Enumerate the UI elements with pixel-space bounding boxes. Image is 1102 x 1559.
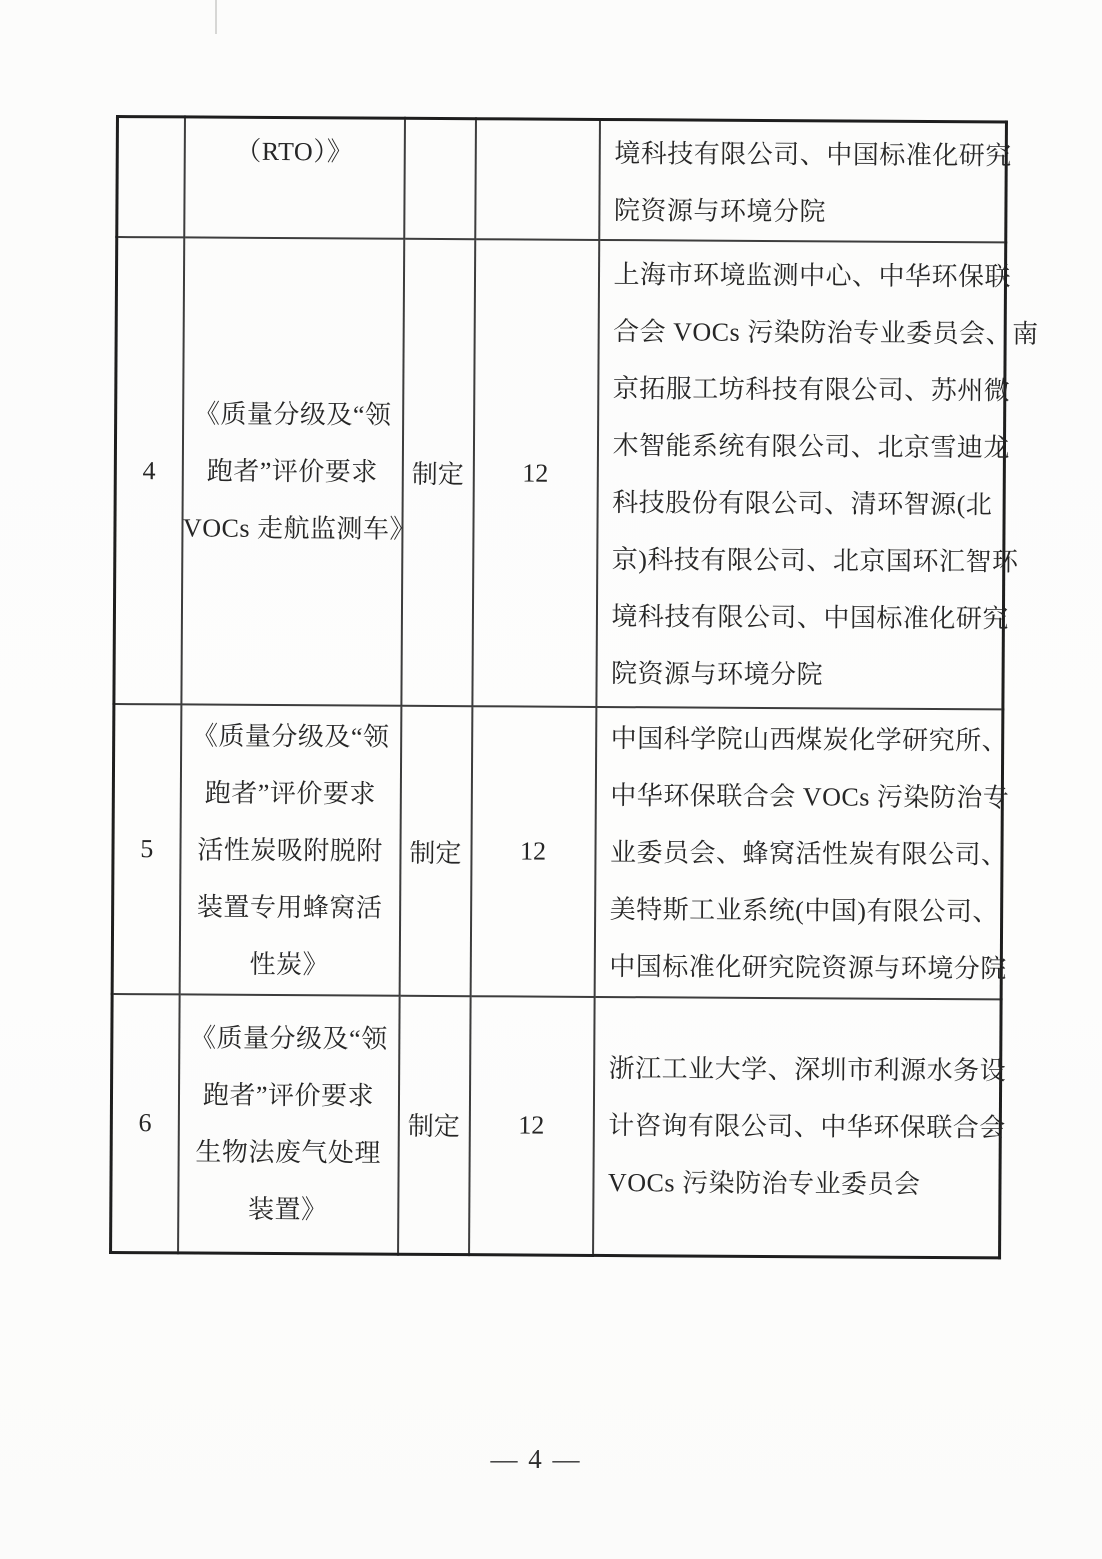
organization-line: 院资源与环境分院 (613, 196, 827, 227)
cell-organizations (596, 240, 1039, 709)
standard-name-line: VOCs 走航监测车》 (182, 513, 417, 544)
organization-line: 境科技有限公司、中国标准化研究 (611, 601, 1010, 633)
cell-action: 制定 (398, 996, 471, 1254)
organization-line: 中国标准化研究院资源与环境分院 (609, 951, 1007, 983)
standard-name-line: 《质量分级及“领 (193, 399, 392, 430)
table-row-continuation (117, 117, 1007, 243)
organization-line: 美特斯工业系统(中国)有限公司、 (609, 894, 1000, 926)
table-row-4 (114, 237, 1006, 709)
standard-name-line: 跑者”评价要求 (204, 778, 376, 809)
standard-name-line: 《质量分级及“领 (191, 720, 390, 752)
organization-line: 境科技有限公司、中国标准化研究 (614, 139, 1012, 171)
organization-line: 中国科学院山西煤炭化学研究所、 (610, 723, 1009, 755)
organization-line: 合会 VOCs 污染防治专业委员会、南 (613, 316, 1039, 349)
cell-cycle: 12 (472, 239, 599, 707)
page-number: — 4 — (490, 1444, 582, 1474)
cell-cycle: 12 (469, 996, 595, 1255)
cell-seq: 6 (111, 994, 180, 1252)
standard-name-line: 装置专用蜂窝活 (196, 892, 383, 923)
cell-organizations (594, 707, 1010, 999)
standards-table-wrap (109, 115, 1039, 1259)
organization-line: 木智能系统有限公司、北京雪迪龙 (612, 430, 1011, 462)
cell-cycle (475, 119, 600, 240)
organization-line: 京拓服工坊科技有限公司、苏州微 (612, 373, 1011, 405)
standards-table (109, 115, 1039, 1259)
cell-action (404, 118, 476, 239)
organization-line: 上海市环境监测中心、中华环保联 (613, 259, 1012, 291)
standard-name-line: 跑者”评价要求 (202, 1080, 375, 1111)
organization-line: 计咨询有限公司、中华环保联合会 (608, 1111, 1006, 1143)
cell-action: 制定 (399, 706, 472, 996)
standard-name-line: 活性炭吸附脱附 (197, 835, 383, 866)
cell-standard-name (181, 237, 417, 705)
cell-seq (117, 117, 185, 238)
scan-artifact-streak (215, 0, 217, 34)
organization-line: 科技股份有限公司、清环智源(北 (612, 487, 993, 519)
standard-name-line: （RTO）》 (235, 136, 354, 167)
standard-name-line: 跑者”评价要求 (206, 456, 378, 487)
standard-name-line: 《质量分级及“领 (189, 1023, 388, 1054)
organization-line: 中华环保联合会 VOCs 污染防治专 (610, 780, 1010, 812)
cell-action: 制定 (401, 239, 475, 706)
organization-line: 浙江工业大学、深圳市利源水务设 (608, 1054, 1007, 1086)
organization-line: 院资源与环境分院 (611, 658, 824, 689)
cell-seq: 5 (112, 704, 181, 994)
table-row-6 (111, 994, 1002, 1257)
table-row-5 (112, 704, 1003, 999)
standard-name-line: 性炭》 (249, 949, 330, 979)
cell-organizations (599, 119, 1012, 242)
organization-line: 京)科技有限公司、北京国环汇智环 (611, 544, 1019, 577)
standard-name-line: 生物法废气处理 (195, 1137, 382, 1168)
cell-seq: 4 (114, 237, 184, 704)
cell-standard-name (178, 994, 400, 1253)
organization-line: 业委员会、蜂窝活性炭有限公司、 (609, 837, 1008, 869)
organization-line: VOCs 污染防治专业委员会 (607, 1168, 921, 1200)
cell-standard-name (179, 704, 401, 995)
cell-standard-name (184, 117, 405, 239)
standard-name-line: 装置》 (247, 1194, 328, 1225)
cell-cycle: 12 (470, 706, 596, 997)
cell-organizations (593, 997, 1007, 1257)
